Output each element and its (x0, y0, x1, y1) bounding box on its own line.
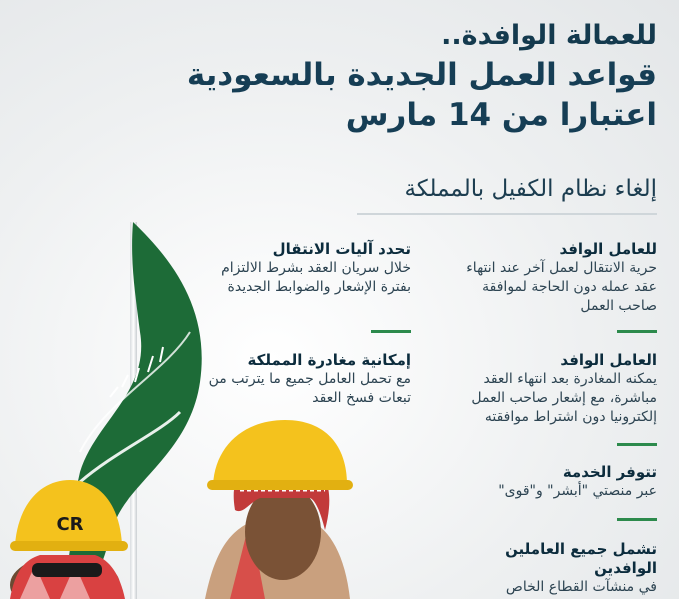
divider (617, 330, 657, 333)
info-item (206, 240, 411, 297)
worker-with-helmet-image (0, 475, 140, 599)
item-body: خلال سريان العقد بشرط الالتزام بفترة الإشعار والضوابط الجديدة (221, 260, 411, 295)
info-item (442, 463, 657, 501)
item-title: إمكانية مغادرة المملكة (247, 351, 411, 369)
page-title: قواعد العمل الجديدة بالسعودية اعتبارا من 14 مارس (186, 57, 657, 133)
item-title: تشمل جميع العاملين الوافدين (505, 540, 657, 577)
info-item (206, 351, 411, 408)
item-body: يمكنه المغادرة بعد انتهاء العقد مباشرة، مع إشعار صاحب العمل إلكترونيا دون اشتراط موافقته (471, 371, 657, 425)
item-body: في منشآت القطاع الخاص (505, 579, 657, 595)
item-body: عبر منصتي "أبشر" و"قوى" (498, 483, 657, 499)
item-title: للعامل الوافد (559, 240, 657, 258)
helmet-text: CR (56, 514, 84, 535)
divider (617, 443, 657, 446)
item-body: مع تحمل العامل جميع ما يترتب من تبعات فسخ العقد (208, 371, 411, 406)
info-item (442, 240, 657, 316)
item-title: تتوفر الخدمة (562, 463, 657, 481)
info-item (442, 540, 657, 597)
item-title: تحدد آليات الانتقال (272, 240, 411, 258)
item-title: العامل الوافد (560, 351, 657, 369)
divider (371, 330, 411, 333)
worker-with-helmet-image (205, 420, 355, 599)
section-divider (357, 213, 657, 215)
section-title: إلغاء نظام الكفيل بالمملكة (404, 176, 657, 202)
info-item (442, 351, 657, 427)
kicker: للعمالة الوافدة.. (441, 20, 657, 51)
divider (617, 518, 657, 521)
item-body: حرية الانتقال لعمل آخر عند انتهاء عقد عمله دون الحاجة لموافقة صاحب العمل (466, 260, 657, 314)
